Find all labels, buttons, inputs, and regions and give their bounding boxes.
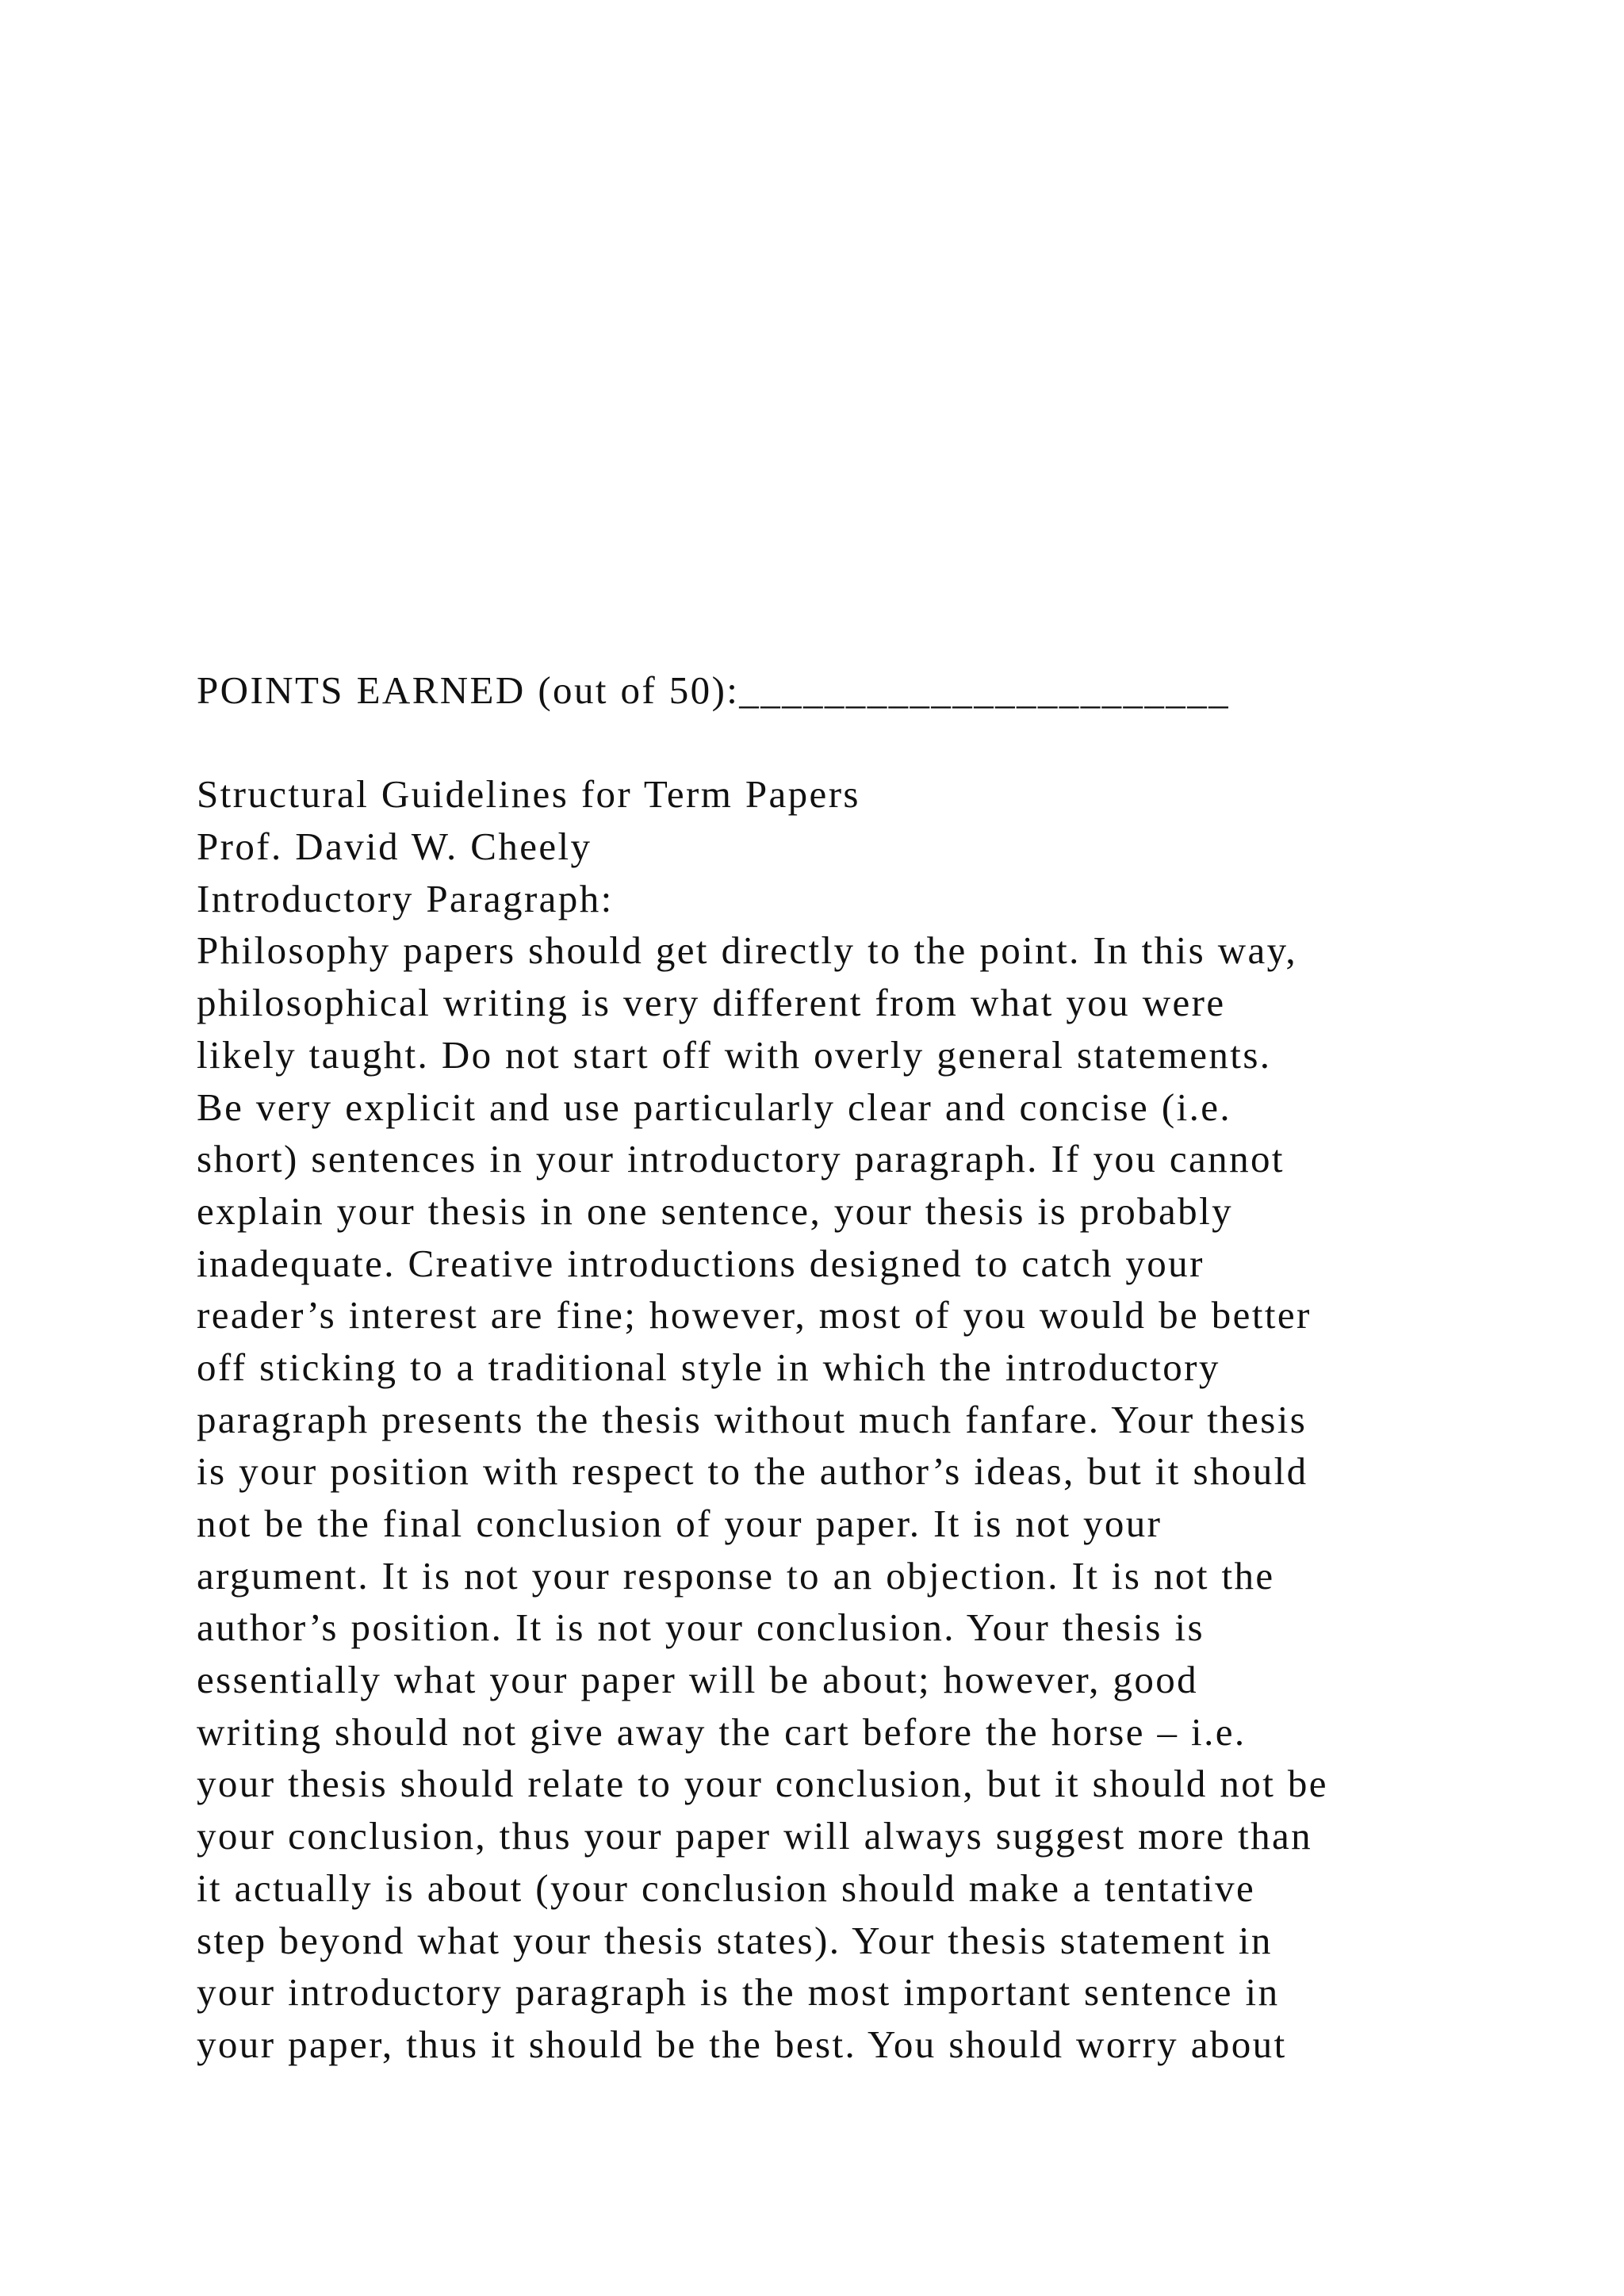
body-paragraph <box>197 924 1545 2070</box>
body-line: inadequate. Creative introductions designed to catch your <box>197 1241 1205 1285</box>
body-line: writing should not give away the cart before the horse – i.e. <box>197 1709 1247 1754</box>
body-line: it actually is about (your conclusion should make a tentative <box>197 1866 1256 1910</box>
body-line: philosophical writing is very different from what you were <box>197 981 1226 1025</box>
body-line: author’s position. It is not your conclusion. Your thesis is <box>197 1605 1205 1650</box>
body-line: explain your thesis in one sentence, your thesis is probably <box>197 1188 1233 1233</box>
body-line: argument. It is not your response to an objection. It is not the <box>197 1553 1275 1598</box>
section-heading: Introductory Paragraph: <box>197 876 614 920</box>
body-line: is your position with respect to the author’s ideas, but it should <box>197 1449 1308 1494</box>
document-content <box>197 664 1545 2071</box>
body-line: your thesis should relate to your conclusion, but it should not be <box>197 1762 1328 1806</box>
body-line: Be very explicit and use particularly clear and concise (i.e. <box>197 1085 1232 1129</box>
spacer <box>197 717 1545 769</box>
document-author: Prof. David W. Cheely <box>197 825 592 869</box>
body-line: step beyond what your thesis states). Your thesis statement in <box>197 1918 1273 1962</box>
body-line: reader’s interest are fine; however, most of you would be better <box>197 1293 1312 1337</box>
body-line: Philosophy papers should get directly to the point. In this way, <box>197 928 1298 973</box>
body-line: paragraph presents the thesis without much fanfare. Your thesis <box>197 1397 1308 1441</box>
points-earned-line: POINTS EARNED (out of 50):_______________________ <box>197 668 1231 712</box>
body-line: your paper, thus it should be the best. You should worry about <box>197 2022 1287 2066</box>
body-line: short) sentences in your introductory paragraph. If you cannot <box>197 1137 1285 1181</box>
body-line: not be the final conclusion of your paper. It is not your <box>197 1502 1162 1545</box>
body-line: off sticking to a traditional style in which the introductory <box>197 1345 1220 1389</box>
body-line: likely taught. Do not start off with overly general statements. <box>197 1032 1272 1077</box>
document-title: Structural Guidelines for Term Papers <box>197 772 860 817</box>
body-line: your introductory paragraph is the most important sentence in <box>197 1970 1280 2015</box>
body-line: your conclusion, thus your paper will always suggest more than <box>197 1814 1313 1858</box>
body-line: essentially what your paper will be about; however, good <box>197 1658 1199 1702</box>
